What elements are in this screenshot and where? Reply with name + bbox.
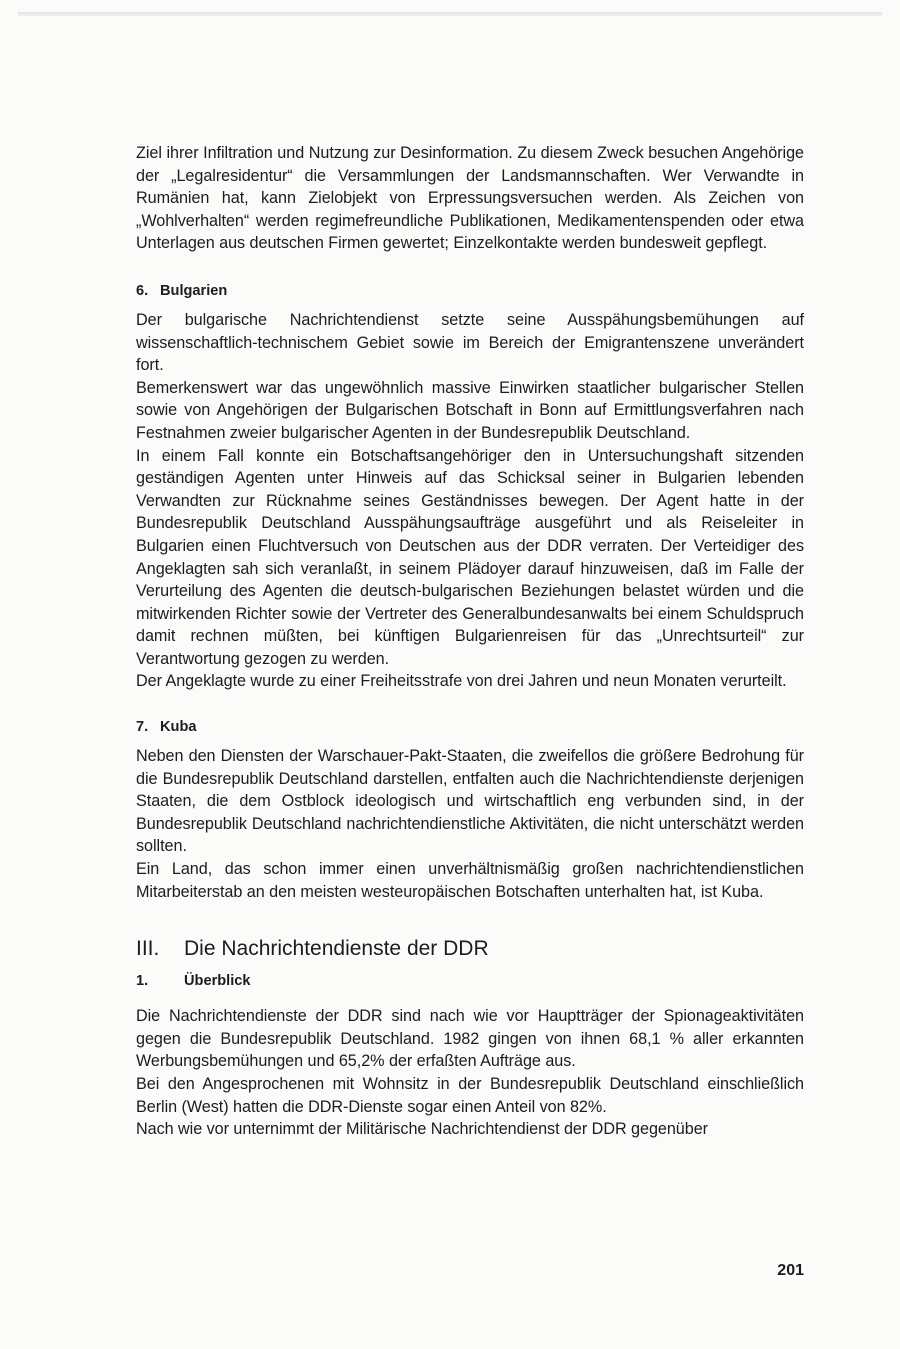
paragraph: Der bulgarische Nachrichtendienst setzte seine Ausspähungsbemühungen auf wissenschaftlich-technischem Gebiet sowie im Bereich der Emigrantenszene unverändert fort. [136,310,804,375]
section-number: 7. [136,719,149,736]
chapter-title: Die Nachrichtendienste der DDR [184,937,489,961]
paragraph: Bei den Angesprochenen mit Wohnsitz in der Bundesrepublik Deutschland einschließlich Berlin (West) hatten die DDR-Dienste sogar einen Anteil von 82%. [136,1075,804,1116]
paragraph: Der Angeklagte wurde zu einer Freiheitsstrafe von drei Jahren und neun Monaten verurteilt. [136,672,787,691]
paragraph: Die Nachrichtendienste der DDR sind nach wie vor Hauptträger der Spionageaktivitäten gegen die Bundesrepublik Deutschland. 1982 gingen von ihnen 68,1 % aller erkannten Werbungsbemühungen und 65,2% der erfaßten Aufträge aus. [136,1007,804,1071]
page-body [136,142,804,1141]
intro-paragraph: Ziel ihrer Infiltration und Nutzung zur Desinformation. Zu diesem Zweck besuchen Angehörige der „Legalresidentur“ die Versammlungen der Landsmannschaften. Wer Verwandte in Rumänien hat, kann Zielobjekt von Erpressungsversuchen werden. Als Zeichen von „Wohlverhalten“ werden regimefreundliche Publikationen, Medikamentenspenden oder etwa Unterlagen aus deutschen Firmen gewertet; Einzelkontakte werden bundesweit gepflegt. [136,144,804,253]
paragraph: In einem Fall konnte ein Botschaftsangehöriger den in Untersuchungshaft sitzenden geständigen Agenten unter Hinweis auf das Schicksal seiner in Bulgarien lebenden Verwandten zur Rücknahme seines Geständnisses bewegen. Der Agent hatte in der Bundesrepublik Deutschland Ausspähungsaufträge ausgeführt und als Reiseleiter in Bulgarien einen Fluchtversuch von Deutschen aus der DDR verraten. Der Verteidiger des Angeklagten sah sich veranlaßt, in seinem Plädoyer darauf hinzuweisen, daß im Falle der Verurteilung des Agenten die deutsch-bulgarischen Beziehungen belastet würden und die mitwirkenden Richter sowie der Vertreter des Generalbundesanwalts bei einem Schuldspruch damit rechnen müßten, bei künftigen Bulgarienreisen für das „Unrechtsurteil“ zur Verantwortung gezogen zu werden. [136,446,804,668]
section-title: Kuba [160,719,197,736]
section-heading-bulgarien [136,281,804,303]
scan-top-edge [18,12,882,16]
section-number: 1. [136,973,149,990]
page-number: 201 [777,1262,804,1279]
section-title: Bulgarien [160,282,228,299]
paragraph: Neben den Diensten der Warschauer-Pakt-Staaten, die zweifellos die größere Bedrohung für die Bundesrepublik Deutschland darstellen, entfalten auch die Nachrichtendienste derjenigen Staaten, die dem Ostblock ideologisch und wirtschaftlich eng verbunden sind, in der Bundesrepublik Deutschland nachrichtendienstliche Aktivitäten, die nicht unterschätzt werden sollten. [136,747,804,856]
section-heading-kuba [136,717,804,739]
section-heading-ueberblick [136,971,804,993]
paragraph: Bemerkenswert war das ungewöhnlich massive Einwirken staatlicher bulgarischer Stellen sowie von Angehörigen der Bulgarischen Botschaft in Bonn auf Ermittlungsverfahren nach Festnahmen zweier bulgarischer Agenten in der Bundesrepublik Deutschland. [136,378,804,442]
paragraph: Ein Land, das schon immer einen unverhältnismäßig großen nachrichtendienstlichen Mitarbeiterstab an den meisten westeuropäischen Botschaften unterhalten hat, ist Kuba. [136,860,804,901]
section-number: 6. [136,282,149,299]
chapter-heading [136,935,804,969]
section-title: Überblick [184,973,251,990]
paragraph: Nach wie vor unternimmt der Militärische Nachrichtendienst der DDR gegenüber [136,1120,709,1139]
chapter-number: III. [136,937,160,961]
